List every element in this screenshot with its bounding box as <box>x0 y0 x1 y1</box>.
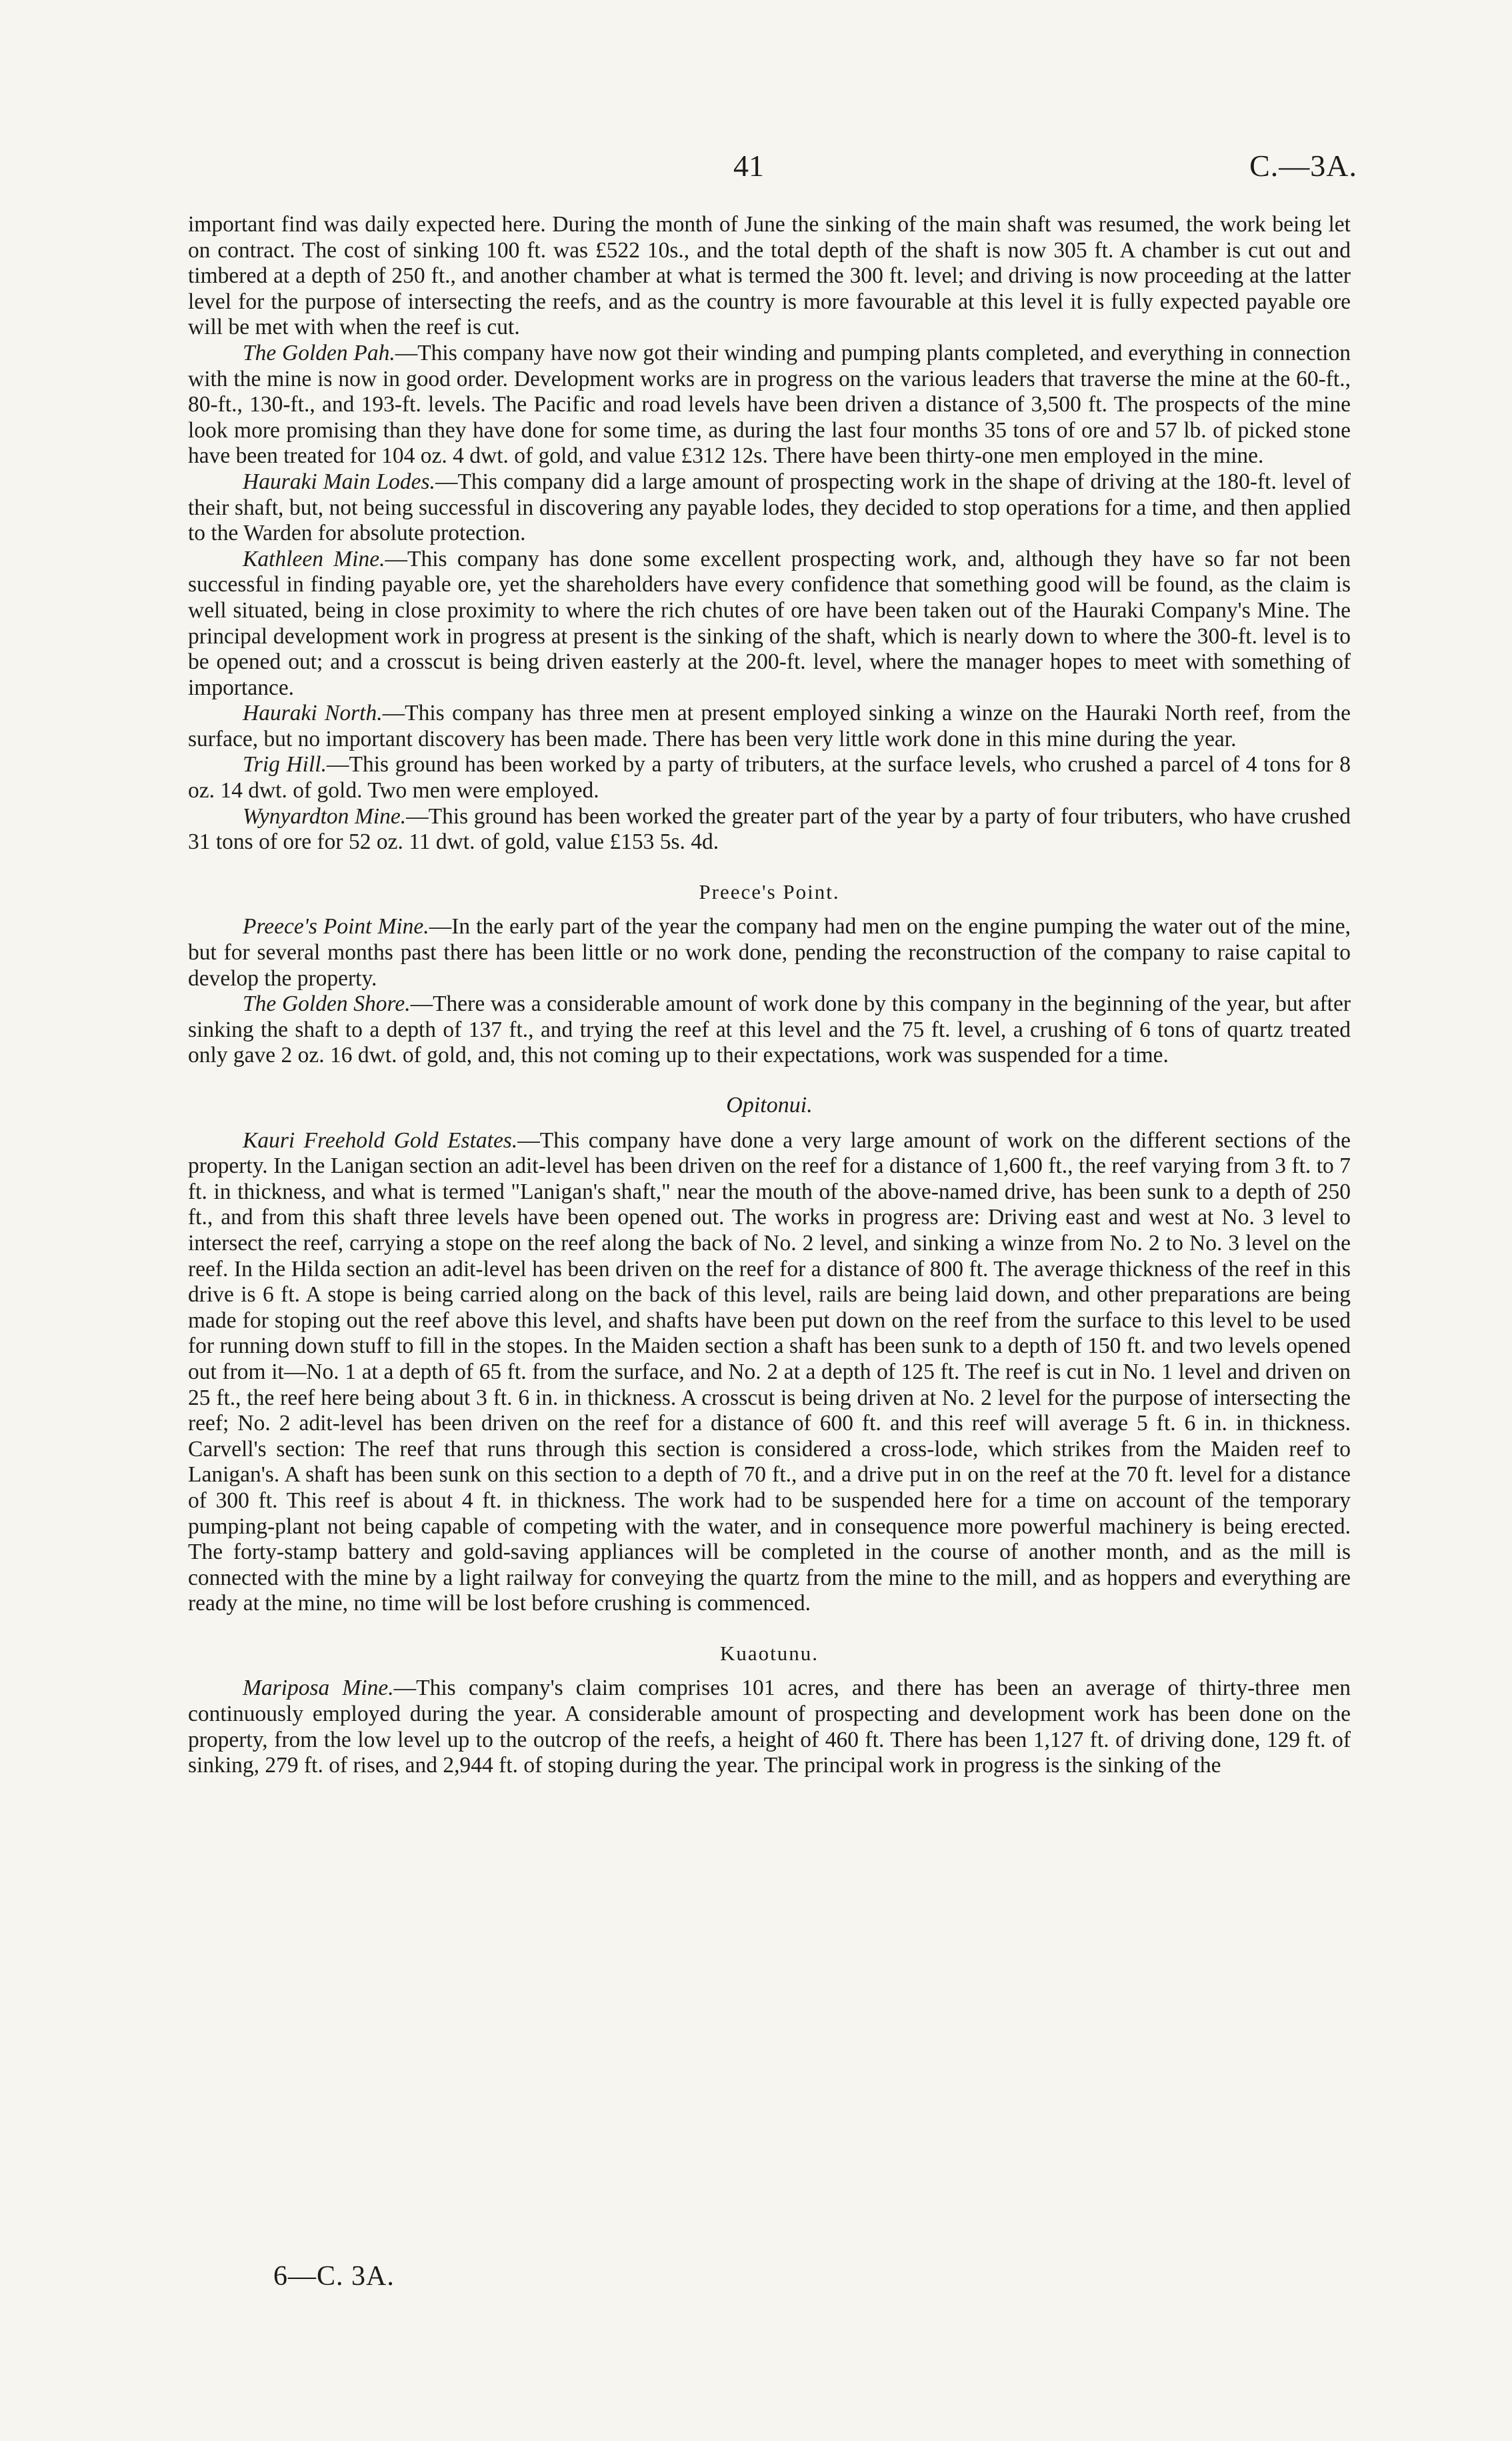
paragraph-lead: Kauri Freehold Gold Estates. <box>243 1127 518 1153</box>
paragraph-text: —This company has done some excellent prospecting work, and, although they have so far not been successful in finding payable ore, yet the shareholders have every confidence that something good will be found, as the claim is well situated, being in close proximity to where the rich chutes of ore have been taken out of the Hauraki Company's Mine. The principal development work in progress at present is the sinking of the shaft, which is nearly down to where the 300-ft. level is to be opened out; and a crosscut is being driven easterly at the 200-ft. level, where the manager hopes to meet with something of importance. <box>188 546 1351 700</box>
signature-mark: 6—C. 3A. <box>273 2261 395 2292</box>
document-reference: C.—3A. <box>1249 149 1357 183</box>
section-heading-opitonui: Opitonui. <box>726 1093 813 1117</box>
paragraph-hauraki-main-lodes <box>188 469 1351 547</box>
page-header <box>0 148 1512 195</box>
paragraph-lead: Wynyardton Mine. <box>243 803 407 829</box>
paragraph-text: —In the early part of the year the company had men on the engine pumping the water out of the mine, but for several months past there has been little or no work done, pending the reconstruction of the company to raise capital to develop the property. <box>188 914 1351 991</box>
paragraph-text: important find was daily expected here. During the month of June the sinking of the main shaft was resumed, the work being let on contract. The cost of sinking 100 ft. was £522 10s., and the total depth of the shaft is now 305 ft. A chamber is cut out and timbered at a depth of 250 ft., and another chamber at what is termed the 300 ft. level; and driving is now proceeding at the latter level for the purpose of intersecting the reefs, and as the country is more favourable at this level it is fully expected payable ore will be met with when the reef is cut. <box>188 212 1351 340</box>
paragraph-lead: The Golden Shore. <box>243 991 411 1017</box>
paragraph-wynyardton-mine <box>188 804 1351 855</box>
paragraph-text: —This company have done a very large amount of work on the different sections of the property. In the Lanigan section an adit-level has been driven on the reef for a distance of 1,600 ft., the reef varying from 3 ft. to 7 ft. in thickness, and what is termed "Lanigan's shaft," near the mouth of the above-named drive, has been sunk to a depth of 250 ft., and from this shaft three levels have been opened out. The works in progress are: Driving east and west at No. 3 level to intersect the reef, carrying a stope on the reef along the back of No. 2 level, and sinking a winze from No. 2 to No. 3 level on the reef. In the Hilda section an adit-level has been driven on the reef for a distance of 800 ft. The average thickness of the reef in this drive is 6 ft. A stope is being carried along on the back of this level, rails are being laid down, and other preparations are being made for stoping out the reef above this level, and shafts have been put down on the reef from the surface to this level to be used for running down stuff to fill in the stopes. In the Maiden section a shaft has been sunk to a depth of 150 ft. and two levels opened out from it—No. 1 at a depth of 65 ft. from the surface, and No. 2 at a depth of 125 ft. The reef is cut in No. 1 level and driven on 25 ft., the reef here being about 3 ft. 6 in. in thickness. A crosscut is being driven at No. 2 level for the purpose of intersecting the reef; No. 2 adit-level has been driven on the reef for a distance of 600 ft. and this reef will average 5 ft. 6 in. in thickness. Carvell's section: The reef that runs through this section is considered a cross-lode, which strikes from the Maiden reef to Lanigan's. A shaft has been sunk on this section to a depth of 70 ft., and a drive put in on the reef at the 70 ft. level for a distance of 300 ft. This reef is about 4 ft. in thickness. The work had to be suspended here for a time on account of the temporary pumping-plant not being capable of competing with the water, and in consequence more powerful machinery is being erected. The forty-stamp battery and gold-saving appliances will be completed in the course of another month, and as the mill is connected with the mine by a light railway for conveying the quartz from the mine to the mill, and as hoppers and everything are ready at the mine, no time will be lost before crushing is commenced. <box>188 1127 1351 1616</box>
paragraph-lead: Mariposa Mine. <box>243 1676 394 1701</box>
paragraph-text: —There was a considerable amount of work done by this company in the beginning of the year, but after sinking the shaft to a depth of 137 ft., and trying the reef at this level and the 75 ft. level, a crushing of 6 tons of quartz treated only gave 2 oz. 16 dwt. of gold, and, this not coming up to their expectations, work was suspended for a time. <box>188 991 1351 1068</box>
section-heading-kuaotunu: Kuaotunu. <box>719 1641 819 1665</box>
paragraph-preeces-point-mine <box>188 914 1351 991</box>
paragraph-lead: Hauraki North. <box>243 701 383 726</box>
paragraph-lead: The Golden Pah. <box>243 340 395 365</box>
paragraph-lead: Trig Hill. <box>243 752 327 777</box>
paragraph-lead: Preece's Point Mine. <box>243 914 429 939</box>
paragraph-text: —This company's claim comprises 101 acres, and there has been an average of thirty-three men continuously employed during the year. A considerable amount of prospecting and development work has been done on the property, from the low level up to the outcrop of the reefs, a height of 460 ft. There has been 1,127 ft. of driving done, 129 ft. of sinking, 279 ft. of rises, and 2,944 ft. of stoping during the year. The principal work in progress is the sinking of the <box>188 1676 1351 1778</box>
paragraph-lead: Kathleen Mine. <box>243 546 385 571</box>
section-heading-preeces-point: Preece's Point. <box>699 879 840 903</box>
paragraph-kauri-freehold <box>188 1128 1351 1617</box>
paragraph-text: —This company did a large amount of prospecting work in the shape of driving at the 180-ft. level of their shaft, but, not being successful in discovering any payable lodes, they decided to stop operations for a time, and then applied to the Warden for absolute protection. <box>188 469 1351 546</box>
paragraph-trig-hill <box>188 752 1351 803</box>
paragraph-text: —This ground has been worked by a party of tributers, at the surface levels, who crushed a parcel of 4 tons for 8 oz. 14 dwt. of gold. Two men were employed. <box>188 752 1351 803</box>
paragraph-golden-shore <box>188 991 1351 1069</box>
body-text <box>188 212 1351 1779</box>
paragraph-text: —This ground has been worked the greater part of the year by a party of four tributers, who have crushed 31 tons of ore for 52 oz. 11 dwt. of gold, value £153 5s. 4d. <box>188 803 1351 855</box>
paragraph-hauraki-north <box>188 701 1351 752</box>
paragraph-lead: Hauraki Main Lodes. <box>243 469 435 494</box>
paragraph-text: —This company has three men at present employed sinking a winze on the Hauraki North reef, from the surface, but no important discovery has been made. There has been very little work done in this mine during the year. <box>188 701 1351 751</box>
paragraph <box>188 212 1351 341</box>
page-number: 41 <box>733 149 764 183</box>
paragraph-mariposa-mine <box>188 1676 1351 1778</box>
paragraph-text: —This company have now got their winding and pumping plants completed, and everything in connection with the mine is now in good order. Development works are in progress on the various leaders that traverse the mine at the 60-ft., 80-ft., 130-ft., and 193-ft. levels. The Pacific and road levels have been driven a distance of 3,500 ft. The prospects of the mine look more promising than they have done for some time, as during the last four months 35 tons of ore and 57 lb. of picked stone have been treated for 104 oz. 4 dwt. of gold, and value £312 12s. There have been thirty-one men employed in the mine. <box>188 340 1351 469</box>
paragraph-kathleen-mine <box>188 547 1351 701</box>
paragraph-golden-pah <box>188 341 1351 469</box>
